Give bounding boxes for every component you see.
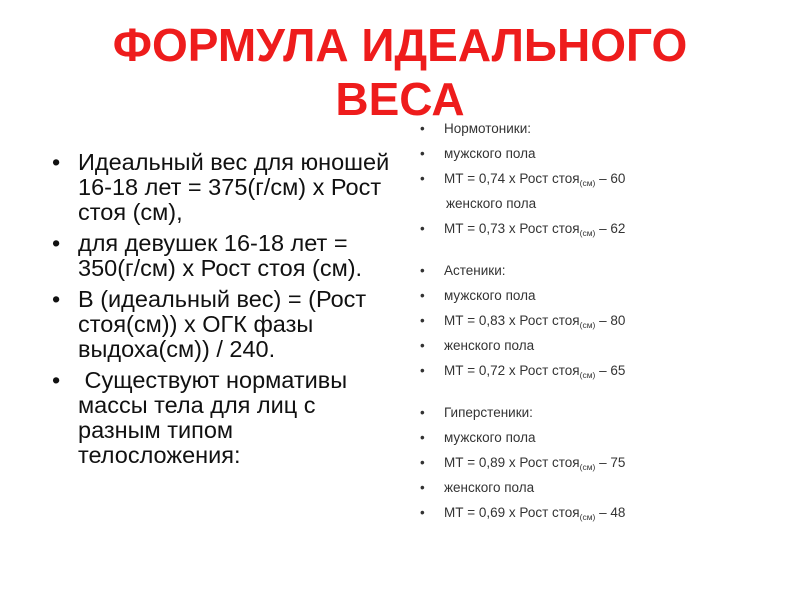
- hyper-male-label: • мужского пола: [418, 425, 748, 450]
- formula-constant: – 80: [595, 313, 626, 328]
- left-bullet-item: • для девушек 16-18 лет = 350(г/см) х Рост стоя (см).: [50, 231, 395, 281]
- normo-male-label: • мужского пола: [418, 141, 748, 166]
- formula-text: МТ = 0,74 х Рост стоя: [444, 171, 580, 186]
- formula-unit: (см): [579, 228, 596, 238]
- hyper-female-formula: [418, 500, 748, 525]
- formula-constant: – 60: [595, 171, 626, 186]
- left-bullet-item: • Идеальный вес для юношей 16-18 лет = 375(г/см) х Рост стоя (см),: [50, 150, 395, 225]
- hyper-female-label: • женского пола: [418, 475, 748, 500]
- formula-unit: (см): [579, 320, 596, 330]
- normo-male-formula: [418, 166, 748, 191]
- asthen-header: • Астеники:: [418, 258, 748, 283]
- formula-unit: (см): [579, 462, 596, 472]
- formula-constant: – 75: [595, 455, 626, 470]
- formula-unit: (см): [579, 370, 596, 380]
- slide-title-line-2: ВЕСА: [335, 73, 465, 125]
- spacer: [418, 383, 748, 400]
- formula-constant: – 65: [595, 363, 626, 378]
- left-bullet-list: [50, 150, 395, 474]
- left-bullet-item: • Существуют нормативы массы тела для лиц с разным типом телосложения:: [50, 368, 395, 468]
- formula-text: МТ = 0,73 х Рост стоя: [444, 221, 580, 236]
- right-bullet-list: [418, 116, 748, 525]
- asthen-male-label: • мужского пола: [418, 283, 748, 308]
- formula-unit: (см): [579, 178, 596, 188]
- slide-title-line-1: ФОРМУЛА ИДЕАЛЬНОГО: [112, 19, 688, 71]
- formula-constant: – 48: [595, 505, 626, 520]
- formula-text: МТ = 0,72 х Рост стоя: [444, 363, 580, 378]
- formula-text: МТ = 0,83 х Рост стоя: [444, 313, 580, 328]
- asthen-male-formula: [418, 308, 748, 333]
- normo-header: • Нормотоники:: [418, 116, 748, 141]
- formula-text: МТ = 0,69 х Рост стоя: [444, 505, 580, 520]
- formula-constant: – 62: [595, 221, 626, 236]
- formula-unit: (см): [579, 512, 596, 522]
- asthen-female-formula: [418, 358, 748, 383]
- spacer: [418, 241, 748, 258]
- normo-female-label-text: женского пола: [446, 196, 537, 211]
- hyper-header: • Гиперстеники:: [418, 400, 748, 425]
- normo-female-formula: [418, 216, 748, 241]
- slide-title: [0, 18, 800, 126]
- asthen-female-label: • женского пола: [418, 333, 748, 358]
- hyper-male-formula: [418, 450, 748, 475]
- formula-text: МТ = 0,89 х Рост стоя: [444, 455, 580, 470]
- normo-female-label: [418, 191, 748, 216]
- left-bullet-item: • В (идеальный вес) = (Рост стоя(см)) х ОГК фазы выдоха(см)) / 240.: [50, 287, 395, 362]
